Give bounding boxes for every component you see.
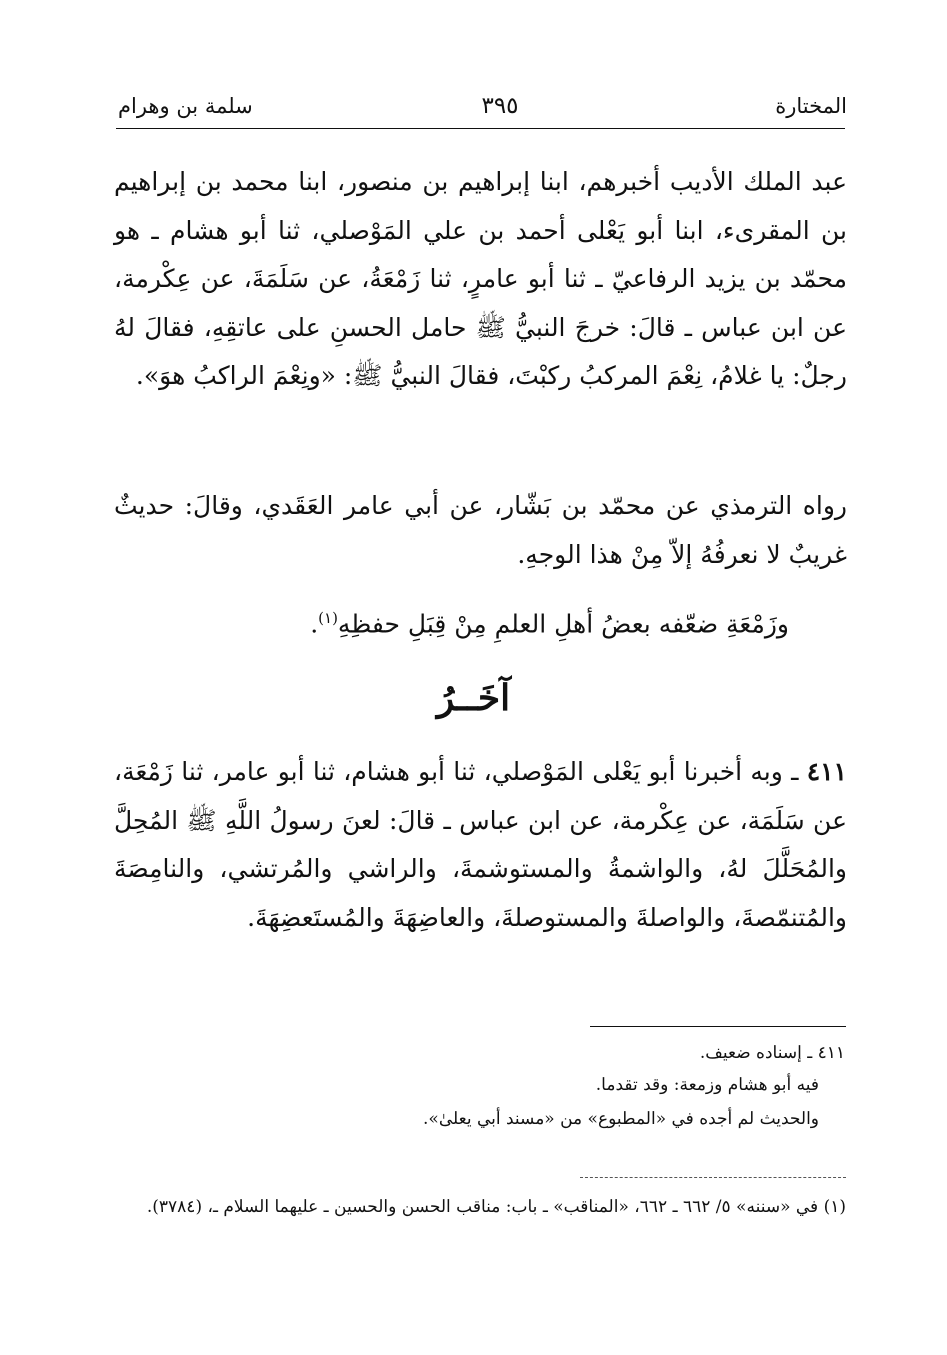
section-heading: آخَــرُ: [436, 677, 511, 719]
note-line-1: ٤١١ ـ إسناده ضعيف.: [699, 1043, 845, 1063]
header-book-title: المختارة: [775, 94, 847, 118]
hadith-text: ـ وبه أخبرنا أبو يَعْلى المَوْصلي، ثنا أبو هشام، ثنا أبو عامر، ثنا زَمْعَة، عن سَلَمَة، عن عِكْرمة، عن ابن عباس ـ قالَ: لعنَ رسولُ اللَّهِ ﷺ المُحِلَّ والمُحَلَّلَ لهُ، والواشمةُ والمستوشمةَ، والراشي والمُرتشي، والنامِصَةَ والمُتنمّصةَ، والواصلةَ والمستوصلةَ، والعاضِهَةَ والمُستَعضِهَةَ.: [114, 757, 847, 932]
header-section-title: سلمة بن وهرام: [118, 94, 253, 118]
paragraph-isnad: عبد الملك الأديب أخبرهم، ابنا إبراهيم بن منصور، ابنا محمد بن إبراهيم بن المقرىء، ابنا أبو يَعْلى أحمد بن علي المَوْصلي، ثنا أبو هشام ـ هو محمّد بن يزيد الرفاعيّ ـ ثنا أبو عامرٍ، ثنا زَمْعَةُ، عن سَلَمَةَ، عن عِكْرمة، عن ابن عباس ـ قالَ: خرجَ النبيُّ ﷺ حامل الحسنِ على عاتقِهِ، فقالَ لهُ رجلٌ: يا غلامُ، نِعْمَ المركبُ ركبْتَ، فقالَ النبيُّ ﷺ: «ونِعْمَ الراكبُ هوَ».: [114, 167, 847, 390]
note-line-3: والحديث لم أجده في «المطبوع» من «مسند أبي يعلىٰ».: [423, 1109, 819, 1129]
paragraph-zamaa-end: .: [310, 609, 319, 639]
hadith-411: [114, 748, 847, 942]
hadith-number: ٤١١: [806, 757, 847, 786]
notes-divider: [590, 1026, 846, 1027]
header-page-number: ٣٩٥: [481, 93, 519, 119]
note-line-2: فيه أبو هشام وزمعة: وقد تقدما.: [595, 1075, 819, 1095]
paragraph-zamaa: [114, 594, 847, 649]
header-divider: [116, 128, 845, 129]
paragraph-tirmidhi: رواه الترمذي عن محمّد بن بَشّار، عن أبي عامر العَقَدي، وقالَ: حديثٌ غريبٌ لا نعرفُهُ إلاّ مِنْ هذا الوجهِ.: [114, 491, 847, 569]
footnote-divider: [580, 1177, 846, 1178]
footnote-1: (١) في «سننه» ٥/ ٦٦٢ ـ ٦٦٢، «المناقب» ـ باب: مناقب الحسن والحسين ـ عليهما السلام ـ، (٣٧٨٤).: [146, 1197, 846, 1217]
paragraph-zamaa-text: وزَمْعَةِ ضعّفه بعضُ أهلِ العلمِ مِنْ قِبَلِ حفظِهِ: [337, 609, 789, 639]
footnote-marker: (١): [318, 609, 338, 627]
